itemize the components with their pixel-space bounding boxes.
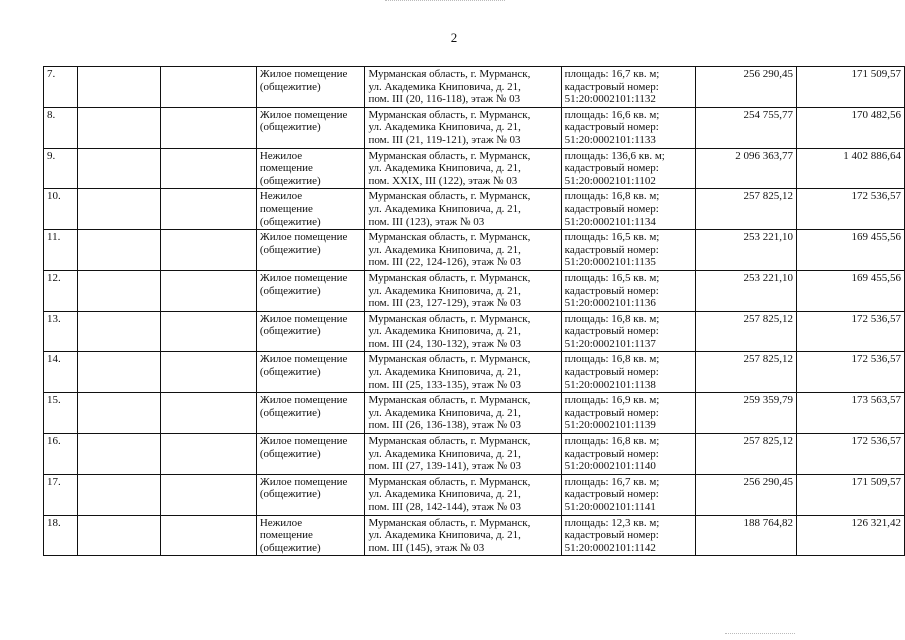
- address-cell: [365, 515, 561, 556]
- premises-type-cell: [256, 107, 365, 148]
- address-line: пом. III (22, 124-126), этаж № 03: [368, 256, 521, 269]
- type-line: Жилое помещение: [259, 435, 348, 448]
- type-line: Нежилое: [259, 149, 303, 162]
- area-cadastral-cell: [561, 352, 695, 393]
- row-number-cell: 13.: [44, 311, 78, 352]
- area-cadastral-cell: [561, 311, 695, 352]
- empty-cell: [77, 474, 161, 515]
- empty-cell: [161, 189, 256, 230]
- premises-type-cell: [256, 474, 365, 515]
- details-line: 51:20:0002101:1136: [564, 297, 656, 310]
- empty-cell: [161, 474, 256, 515]
- type-line: (общежитие): [259, 243, 321, 256]
- type-line: Жилое помещение: [259, 68, 348, 80]
- row-number-cell: 10.: [44, 189, 78, 230]
- row-number-cell: 16.: [44, 434, 78, 475]
- empty-cell: [161, 230, 256, 271]
- area-cadastral-cell: [561, 270, 695, 311]
- area-cadastral-cell: [561, 148, 695, 189]
- table-row: [44, 352, 905, 393]
- type-line: (общежитие): [259, 366, 321, 379]
- details-line: площадь: 136,6 кв. м;: [564, 149, 665, 162]
- details-line: 51:20:0002101:1102: [564, 174, 656, 187]
- address-line: ул. Академика Книповича, д. 21,: [368, 284, 521, 297]
- type-line: помещение: [259, 202, 313, 215]
- details-line: площадь: 16,5 кв. м;: [564, 231, 660, 244]
- value-cell-2: 170 482,56: [797, 107, 905, 148]
- address-line: Мурманская область, г. Мурманск,: [368, 353, 531, 366]
- area-cadastral-cell: [561, 393, 695, 434]
- details-line: кадастровый номер:: [564, 447, 659, 460]
- empty-cell: [77, 189, 161, 230]
- details-line: кадастровый номер:: [564, 366, 659, 379]
- premises-type-cell: [256, 148, 365, 189]
- row-number-cell: 15.: [44, 393, 78, 434]
- address-cell: [365, 230, 561, 271]
- details-line: площадь: 16,5 кв. м;: [564, 271, 660, 284]
- empty-cell: [161, 67, 256, 108]
- address-cell: [365, 148, 561, 189]
- type-line: Нежилое: [259, 190, 303, 203]
- details-line: площадь: 16,7 кв. м;: [564, 68, 660, 80]
- details-line: 51:20:0002101:1137: [564, 337, 656, 350]
- details-line: кадастровый номер:: [564, 80, 659, 93]
- table-row: [44, 270, 905, 311]
- type-line: Жилое помещение: [259, 394, 348, 407]
- value-cell-1: 188 764,82: [695, 515, 796, 556]
- empty-cell: [161, 148, 256, 189]
- address-cell: [365, 434, 561, 475]
- type-line: Жилое помещение: [259, 108, 348, 121]
- empty-cell: [161, 107, 256, 148]
- address-line: ул. Академика Книповича, д. 21,: [368, 529, 521, 542]
- address-cell: [365, 67, 561, 108]
- value-cell-1: 257 825,12: [695, 311, 796, 352]
- premises-type-cell: [256, 352, 365, 393]
- details-line: кадастровый номер:: [564, 284, 659, 297]
- table-row: [44, 434, 905, 475]
- value-cell-2: 169 455,56: [797, 230, 905, 271]
- address-line: пом. III (28, 142-144), этаж № 03: [368, 501, 521, 513]
- details-line: кадастровый номер:: [564, 325, 659, 338]
- address-line: Мурманская область, г. Мурманск,: [368, 231, 531, 244]
- empty-cell: [77, 107, 161, 148]
- address-cell: [365, 311, 561, 352]
- value-cell-1: 2 096 363,77: [695, 148, 796, 189]
- value-cell-2: 172 536,57: [797, 311, 905, 352]
- premises-type-cell: [256, 311, 365, 352]
- value-cell-1: 253 221,10: [695, 230, 796, 271]
- page-number: 2: [450, 30, 458, 45]
- details-line: 51:20:0002101:1139: [564, 419, 656, 432]
- value-cell-1: 257 825,12: [695, 189, 796, 230]
- row-number-cell: 12.: [44, 270, 78, 311]
- value-cell-2: 1 402 886,64: [797, 148, 905, 189]
- type-line: Жилое помещение: [259, 231, 348, 244]
- type-line: Жилое помещение: [259, 353, 348, 366]
- property-table-body: [44, 67, 905, 556]
- empty-cell: [77, 67, 161, 108]
- address-line: пом. III (123), этаж № 03: [368, 215, 485, 228]
- details-line: 51:20:0002101:1140: [564, 460, 656, 473]
- type-line: (общежитие): [259, 325, 321, 338]
- details-line: 51:20:0002101:1141: [564, 501, 656, 513]
- address-line: пом. III (25, 133-135), этаж № 03: [368, 378, 521, 391]
- type-line: помещение: [259, 529, 313, 542]
- row-number-cell: 11.: [44, 230, 78, 271]
- details-line: 51:20:0002101:1142: [564, 541, 656, 554]
- details-line: площадь: 16,8 кв. м;: [564, 435, 660, 448]
- address-line: Мурманская область, г. Мурманск,: [368, 475, 531, 488]
- row-number-cell: 14.: [44, 352, 78, 393]
- value-cell-2: 172 536,57: [797, 434, 905, 475]
- address-line: пом. III (20, 116-118), этаж № 03: [368, 93, 521, 106]
- details-line: 51:20:0002101:1134: [564, 215, 656, 228]
- value-cell-1: 253 221,10: [695, 270, 796, 311]
- type-line: (общежитие): [259, 488, 321, 501]
- area-cadastral-cell: [561, 189, 695, 230]
- value-cell-2: 171 509,57: [797, 67, 905, 108]
- address-line: Мурманская область, г. Мурманск,: [368, 108, 531, 121]
- empty-cell: [77, 393, 161, 434]
- details-line: кадастровый номер:: [564, 162, 659, 175]
- empty-cell: [77, 311, 161, 352]
- address-cell: [365, 474, 561, 515]
- value-cell-2: 171 509,57: [797, 474, 905, 515]
- address-cell: [365, 393, 561, 434]
- empty-cell: [161, 352, 256, 393]
- value-cell-1: 256 290,45: [695, 474, 796, 515]
- value-cell-1: 257 825,12: [695, 352, 796, 393]
- empty-cell: [77, 270, 161, 311]
- address-line: Мурманская область, г. Мурманск,: [368, 149, 531, 162]
- type-line: (общежитие): [259, 80, 321, 93]
- table-row: [44, 189, 905, 230]
- address-line: пом. III (24, 130-132), этаж № 03: [368, 337, 521, 350]
- address-line: пом. III (21, 119-121), этаж № 03: [368, 133, 521, 146]
- empty-cell: [77, 515, 161, 556]
- area-cadastral-cell: [561, 515, 695, 556]
- address-line: ул. Академика Книповича, д. 21,: [368, 162, 521, 175]
- row-number-cell: 7.: [44, 67, 78, 108]
- premises-type-cell: [256, 270, 365, 311]
- area-cadastral-cell: [561, 474, 695, 515]
- details-line: площадь: 16,8 кв. м;: [564, 353, 660, 366]
- premises-type-cell: [256, 515, 365, 556]
- empty-cell: [161, 311, 256, 352]
- type-line: Жилое помещение: [259, 312, 348, 325]
- address-line: ул. Академика Книповича, д. 21,: [368, 202, 521, 215]
- details-line: площадь: 16,8 кв. м;: [564, 312, 660, 325]
- details-line: 51:20:0002101:1132: [564, 93, 656, 106]
- area-cadastral-cell: [561, 107, 695, 148]
- address-line: Мурманская область, г. Мурманск,: [368, 394, 531, 407]
- table-row: [44, 230, 905, 271]
- type-line: помещение: [259, 162, 313, 175]
- type-line: (общежитие): [259, 121, 321, 134]
- details-line: 51:20:0002101:1138: [564, 378, 656, 391]
- type-line: Нежилое: [259, 516, 303, 529]
- value-cell-2: 172 536,57: [797, 189, 905, 230]
- row-number-cell: 18.: [44, 515, 78, 556]
- row-number-cell: 8.: [44, 107, 78, 148]
- value-cell-2: 126 321,42: [797, 515, 905, 556]
- premises-type-cell: [256, 434, 365, 475]
- empty-cell: [77, 352, 161, 393]
- address-line: ул. Академика Книповича, д. 21,: [368, 325, 521, 338]
- address-line: Мурманская область, г. Мурманск,: [368, 271, 531, 284]
- address-line: Мурманская область, г. Мурманск,: [368, 435, 531, 448]
- details-line: кадастровый номер:: [564, 121, 659, 134]
- value-cell-1: 254 755,77: [695, 107, 796, 148]
- premises-type-cell: [256, 67, 365, 108]
- premises-type-cell: [256, 230, 365, 271]
- premises-type-cell: [256, 393, 365, 434]
- address-line: ул. Академика Книповича, д. 21,: [368, 121, 521, 134]
- property-table: [43, 66, 905, 556]
- address-cell: [365, 270, 561, 311]
- details-line: площадь: 16,8 кв. м;: [564, 190, 660, 203]
- table-row: [44, 474, 905, 515]
- value-cell-2: 172 536,57: [797, 352, 905, 393]
- address-line: пом. III (145), этаж № 03: [368, 541, 485, 554]
- empty-cell: [161, 270, 256, 311]
- address-cell: [365, 352, 561, 393]
- scan-artifact-bottom: [725, 629, 795, 634]
- empty-cell: [77, 434, 161, 475]
- address-line: Мурманская область, г. Мурманск,: [368, 312, 531, 325]
- empty-cell: [77, 230, 161, 271]
- value-cell-1: 257 825,12: [695, 434, 796, 475]
- details-line: кадастровый номер:: [564, 406, 659, 419]
- type-line: (общежитие): [259, 447, 321, 460]
- details-line: кадастровый номер:: [564, 243, 659, 256]
- details-line: кадастровый номер:: [564, 529, 659, 542]
- details-line: 51:20:0002101:1133: [564, 133, 656, 146]
- value-cell-1: 259 359,79: [695, 393, 796, 434]
- address-cell: [365, 189, 561, 230]
- details-line: кадастровый номер:: [564, 202, 659, 215]
- table-row: [44, 515, 905, 556]
- empty-cell: [77, 148, 161, 189]
- row-number-cell: 17.: [44, 474, 78, 515]
- table-row: [44, 107, 905, 148]
- address-line: ул. Академика Книповича, д. 21,: [368, 80, 521, 93]
- empty-cell: [161, 393, 256, 434]
- address-line: пом. III (26, 136-138), этаж № 03: [368, 419, 521, 432]
- details-line: кадастровый номер:: [564, 488, 659, 501]
- area-cadastral-cell: [561, 434, 695, 475]
- table-row: [44, 148, 905, 189]
- address-line: пом. XXIX, III (122), этаж № 03: [368, 174, 518, 187]
- table-row: [44, 393, 905, 434]
- value-cell-2: 169 455,56: [797, 270, 905, 311]
- address-line: Мурманская область, г. Мурманск,: [368, 516, 531, 529]
- address-cell: [365, 107, 561, 148]
- address-line: ул. Академика Книповича, д. 21,: [368, 243, 521, 256]
- table-row: [44, 311, 905, 352]
- address-line: Мурманская область, г. Мурманск,: [368, 190, 531, 203]
- area-cadastral-cell: [561, 67, 695, 108]
- address-line: ул. Академика Книповича, д. 21,: [368, 366, 521, 379]
- address-line: пом. III (23, 127-129), этаж № 03: [368, 297, 521, 310]
- type-line: (общежитие): [259, 174, 321, 187]
- details-line: площадь: 16,7 кв. м;: [564, 475, 660, 488]
- row-number-cell: 9.: [44, 148, 78, 189]
- address-line: Мурманская область, г. Мурманск,: [368, 68, 531, 80]
- value-cell-1: 256 290,45: [695, 67, 796, 108]
- scan-artifact-top: [385, 0, 505, 7]
- empty-cell: [161, 515, 256, 556]
- details-line: площадь: 12,3 кв. м;: [564, 516, 660, 529]
- area-cadastral-cell: [561, 230, 695, 271]
- type-line: (общежитие): [259, 284, 321, 297]
- details-line: 51:20:0002101:1135: [564, 256, 656, 269]
- address-line: ул. Академика Книповича, д. 21,: [368, 447, 521, 460]
- type-line: (общежитие): [259, 215, 321, 228]
- table-row: [44, 67, 905, 108]
- type-line: (общежитие): [259, 406, 321, 419]
- type-line: Жилое помещение: [259, 271, 348, 284]
- type-line: Жилое помещение: [259, 475, 348, 488]
- address-line: ул. Академика Книповича, д. 21,: [368, 406, 521, 419]
- type-line: (общежитие): [259, 541, 321, 554]
- address-line: ул. Академика Книповича, д. 21,: [368, 488, 521, 501]
- empty-cell: [161, 434, 256, 475]
- details-line: площадь: 16,9 кв. м;: [564, 394, 660, 407]
- details-line: площадь: 16,6 кв. м;: [564, 108, 660, 121]
- premises-type-cell: [256, 189, 365, 230]
- address-line: пом. III (27, 139-141), этаж № 03: [368, 460, 521, 473]
- value-cell-2: 173 563,57: [797, 393, 905, 434]
